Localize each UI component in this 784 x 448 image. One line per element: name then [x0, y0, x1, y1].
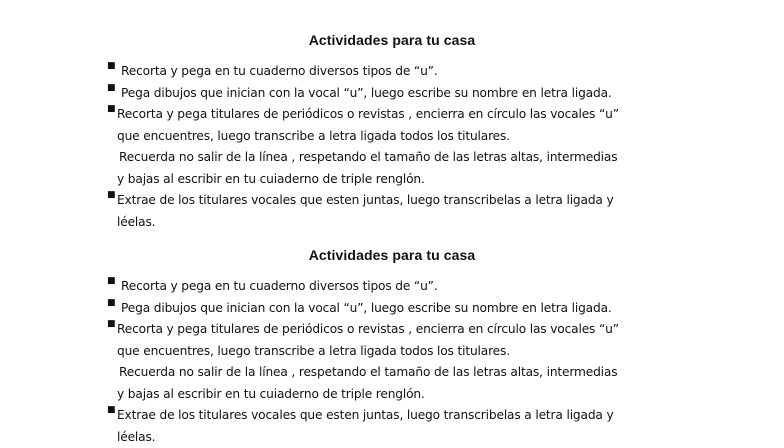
item-text-continued: y bajas al escribir en tu cuiaderno de triple renglón.: [0, 169, 784, 191]
item-text-continued: que encuentres, luego transcribe a letra ligada todos los titulares.: [0, 341, 784, 363]
item-text: Pega dibujos que inician con la vocal “u”, luego escribe su nombre en letra ligada.: [0, 298, 784, 320]
bullet-icon: ■: [107, 405, 116, 415]
list-item: [0, 319, 784, 405]
activity-list: [0, 61, 784, 233]
bullet-icon: ■: [107, 276, 116, 286]
item-text: Pega dibujos que inician con la vocal “u”, luego escribe su nombre en letra ligada.: [0, 83, 784, 105]
activities-section: [0, 30, 784, 233]
bullet-icon: ■: [107, 319, 116, 329]
bullet-icon: ■: [107, 104, 116, 114]
list-item: [0, 276, 784, 298]
item-text: Recorta y pega en tu cuaderno diversos tipos de “u”.: [0, 276, 784, 298]
section-title: Actividades para tu casa: [0, 245, 784, 265]
item-text-continued: léelas.: [0, 427, 784, 448]
list-item: [0, 405, 784, 448]
bullet-icon: ■: [107, 61, 116, 71]
item-text-continued: Recuerda no salir de la línea , respetando el tamaño de las letras altas, intermedias: [0, 362, 784, 384]
item-text: Extrae de los titulares vocales que esten juntas, luego transcribelas a letra ligada y: [0, 190, 784, 212]
bullet-icon: ■: [107, 298, 116, 308]
list-item: [0, 298, 784, 320]
section-title: Actividades para tu casa: [0, 30, 784, 50]
list-item: [0, 83, 784, 105]
item-text: Recorta y pega titulares de periódicos o revistas , encierra en círculo las vocales “u”: [0, 319, 784, 341]
activities-section: [0, 245, 784, 448]
item-text: Recorta y pega titulares de periódicos o revistas , encierra en círculo las vocales “u”: [0, 104, 784, 126]
list-item: [0, 61, 784, 83]
bullet-icon: ■: [107, 190, 116, 200]
item-text: Extrae de los titulares vocales que esten juntas, luego transcribelas a letra ligada y: [0, 405, 784, 427]
activity-list: [0, 276, 784, 448]
list-item: [0, 190, 784, 233]
item-text-continued: Recuerda no salir de la línea , respetando el tamaño de las letras altas, intermedias: [0, 147, 784, 169]
item-text-continued: léelas.: [0, 212, 784, 234]
item-text: Recorta y pega en tu cuaderno diversos tipos de “u”.: [0, 61, 784, 83]
list-item: [0, 104, 784, 190]
bullet-icon: ■: [107, 83, 116, 93]
item-text-continued: y bajas al escribir en tu cuiaderno de triple renglón.: [0, 384, 784, 406]
item-text-continued: que encuentres, luego transcribe a letra ligada todos los titulares.: [0, 126, 784, 148]
